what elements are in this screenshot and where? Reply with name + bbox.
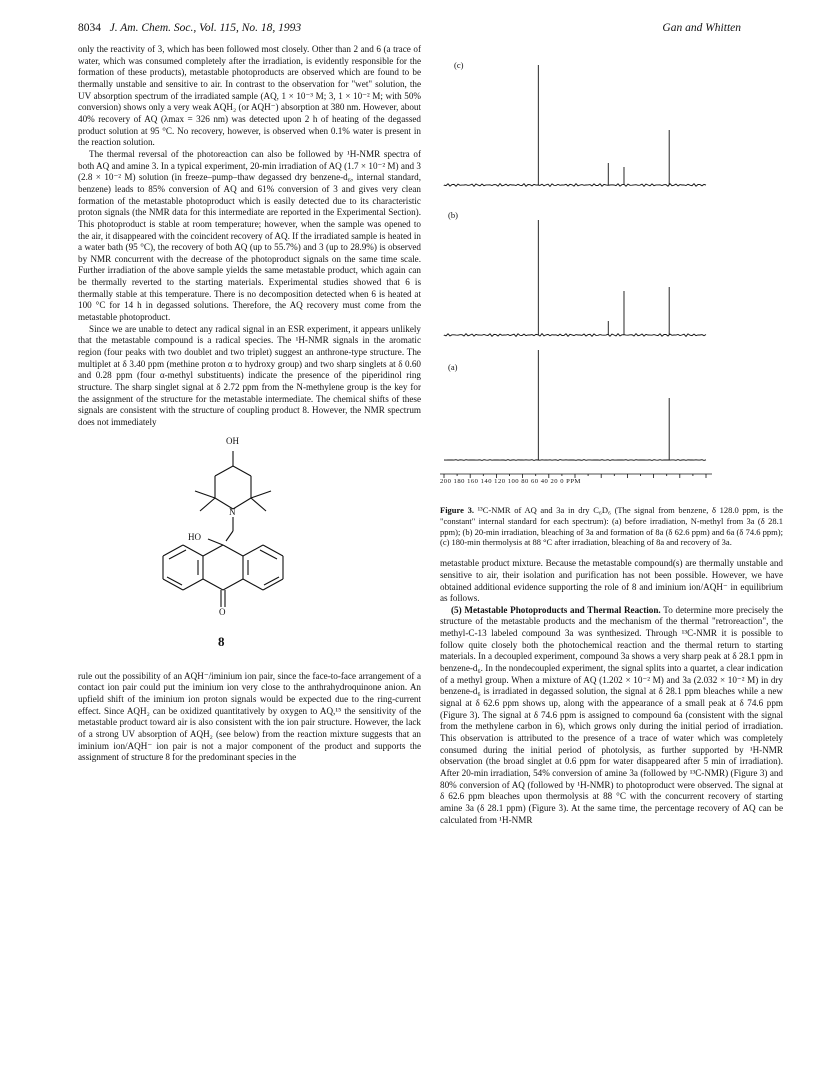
panel-label-a: (a) xyxy=(448,362,458,372)
running-header-left xyxy=(78,22,301,34)
paragraph: The thermal reversal of the photoreaction can also be followed by ¹H-NMR spectra of both AQ and amine 3. In a typical experiment, 20-min irradiation of AQ (1.7 × 10⁻² M) and 3 (2.8 × 10⁻² M) solution (in freeze–pump–thaw degassed dry benzene-d₆, internal standard, benzene) leads to 85% conversion of AQ and 61% conversion of 3 and gives very clean formation of the metastable photoproduct which is easily detected due to its characteristic proton signals (the NMR data for this intermediate are reported in the Experimental Section). This photoproduct is stable at room temperature; however, when the sample was opened to the air, it disappeared with the coincident recovery of AQ. If the irradiated sample is heated in a water bath (95 °C), the recovery of both AQ (up to 55.7%) and 3 (up to 28.9%) is observed by NMR concurrent with the decrease of the photoproduct signals on the same time scale. Further irradiation of the above sample yields the same metastable product, which again can be thermally reverted to the starting materials. Experimental studies showed that 6 is thermally stable at this temperature. There is no decomposition detected when 6 is heated at 100 °C for 14 h in degassed solutions. Therefore, the AQ recovery must come from the metastable photoproduct. xyxy=(78,148,421,323)
spectrum-baseline xyxy=(444,460,706,461)
nitrogen-label: N xyxy=(229,506,236,517)
spectrum-baseline xyxy=(444,184,706,187)
x-axis-tick-labels: 200 180 160 140 120 100 80 60 40 20 0 PPM xyxy=(440,478,581,485)
running-header-authors: Gan and Whitten xyxy=(662,22,741,34)
figure-caption xyxy=(440,505,783,548)
journal-citation: J. Am. Chem. Soc., Vol. 115, No. 18, 1993 xyxy=(109,22,302,34)
nmr-figure xyxy=(440,50,742,495)
section-heading: (5) Metastable Photoproducts and Thermal Reaction. xyxy=(451,604,661,615)
carbonyl-oxygen-label: O xyxy=(219,606,226,617)
compound-number: 8 xyxy=(218,633,225,649)
caption-label: Figure 3. xyxy=(440,505,474,515)
hydroxy-label-ho: HO xyxy=(188,531,201,542)
chemical-structure-8 xyxy=(78,431,421,667)
paragraph-text: To determine more precisely the structure of the metastable products and the mechanism of the thermal "retroreaction", the methyl-C-13 labeled compound 3a was synthesized. Through ¹³C-NMR it is possible to follow quite closely both the photochemical reaction and the thermal return to starting materials. In a decoupled experiment, compound 3a shows a very sharp peak at δ 28.1 ppm in benzene-d₆. In the nondecoupled experiment, the signal splits into a quartet, a clear indication of a methyl group. When a mixture of AQ (1.202 × 10⁻² M) and 3a (2.032 × 10⁻² M) in dry benzene-d₆ is irradiated in degassed solution, the signal at δ 28.1 ppm bleaches while a new signal at δ 62.6 ppm shows up, along with the appearance of a small peak at δ 74.6 ppm (Figure 3). The signal at δ 74.6 ppm is assigned to compound 6a (consistent with the signal from the methylene carbon in 6), which grows only during the initial period of irradiation. This observation is attributed to the presence of a trace of water which was completely consumed during the initial period of photolysis, as further supported by ¹H-NMR observation (the broad singlet at 0.6 ppm for water disappeared after 5 min of irradiation). After 20-min irradiation, 54% conversion of amine 3a (followed by ¹³C-NMR) (Figure 3) and 80% conversion of AQ (followed by ¹H-NMR) to photoproduct were observed. The signal at δ 62.6 ppm bleaches upon thermolysis at 88 °C with the concurrent recovery of starting amine 3a (δ 28.1 ppm) (Figure 3). At the same time, the percentage recovery of AQ can be calculated from ¹H-NMR xyxy=(440,604,783,825)
paragraph: only the reactivity of 3, which has been followed most closely. Other than 2 and 6 (a trace of water, which was consumed completely after the irradiation, is evidently responsible for the formation of these products), metastable photoproducts are observed which are found to be thermally unstable and sensitive to air. In contrast to the observation for "wet" solution, the UV absorption spectrum of the irradiated sample (AQ, 1 × 10⁻³ M; 3, 1 × 10⁻² M; with 50% conversion) shows only a very weak AQH₂ (or AQH⁻) absorption at 380 nm. However, about 40% recovery of AQ (λmax = 326 nm) was detected upon 2 h of heating of the degassed product solution at 95 °C. No recovery, however, is observed when 0.1% water is present in the reaction solution. xyxy=(78,44,421,148)
page-number: 8034 xyxy=(78,22,101,34)
left-column xyxy=(78,44,421,764)
hydroxy-label: OH xyxy=(226,435,239,446)
caption-text: ¹³C-NMR of AQ and 3a in dry C₆D₆ (The signal from benzene, δ 128.0 ppm, is the "constant" internal standard for each spectrum): (a) before irradiation, N-methyl from 3a (δ 28.1 ppm); (b) 20-min irradiation, bleaching of 3a and formation of 8a (δ 62.6 ppm) and 6a (δ 74.6 ppm); (c) 180-min thermolysis at 88 °C after irradiation, bleaching of 8a and recovery of 3a. xyxy=(440,505,783,548)
paragraph: rule out the possibility of an AQH⁻/iminium ion pair, since the face-to-face arrangement of a contact ion pair could put the iminium ion very close to the anthrahydroquinone anion. An upfield shift of the iminium ion proton signals would be expected due to the ring-current effect. Since AQH₂ can be oxidized quantitatively by oxygen to AQ,¹⁵ the sensitivity of the metastable product toward air is also consistent with the ion pair structure. However, the lack of a strong UV absorption of AQH₂ (see below) from the reaction mixture suggests that an iminium ion/AQH⁻ ion pair is not a major component of the product and supports the assignment of structure 8 for the predominant species in the xyxy=(78,670,421,763)
right-column xyxy=(440,505,783,826)
panel-label-c: (c) xyxy=(454,60,464,70)
nmr-spectra-plot xyxy=(440,50,742,495)
panel-label-b: (b) xyxy=(448,210,458,220)
spectrum-baseline xyxy=(444,334,706,337)
paragraph xyxy=(440,605,783,826)
structure-drawing xyxy=(78,431,421,667)
paragraph: Since we are unable to detect any radical signal in an ESR experiment, it appears unlikely that the metastable compound is a radical species. The ¹H-NMR signals in the aromatic region (four peaks with two doublet and two triplet) suggest an anthrone-type structure. The multiplet at δ 3.40 ppm (methine proton α to hydroxy group) and two sharp singlets at δ 0.60 and 0.28 ppm (four α-methyl substituents) indicate the presence of the piperidinol ring structure. The sharp singlet signal at δ 2.72 ppm from the N-methylene group is the key for the assignment of the structure for the metastable intermediate. The chemical shifts of these signals are consistent with the structure of coupling product 8. However, the NMR spectrum does not immediately xyxy=(78,323,421,427)
paragraph: metastable product mixture. Because the metastable compound(s) are thermally unstable and sensitive to air, their isolation and purification has not been possible. However, we have obtained additional evidence supporting the role of 8 and iminium ion/AQH⁻ in equilibrium as follows. xyxy=(440,558,783,604)
